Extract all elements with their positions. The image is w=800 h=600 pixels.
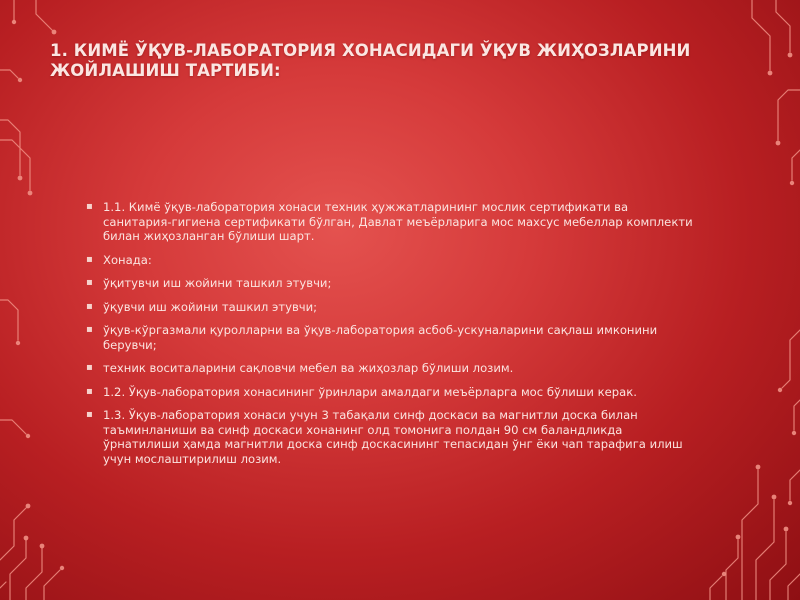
list-item-text: техник воситаларини сақловчи мебел ва жиҳозлар бўлиши лозим.	[103, 361, 514, 375]
bullet-icon: ▪	[86, 362, 93, 373]
list-item-text: ўқитувчи иш жойини ташкил этувчи;	[103, 276, 332, 290]
slide-title: 1. КИМЁ ЎҚУВ-ЛАБОРАТОРИЯ ХОНАСИДАГИ ЎҚУВ ЖИҲОЗЛАРИНИ ЖОЙЛАШИШ ТАРТИБИ:	[50, 41, 691, 80]
list-item-text: ўқувчи иш жойини ташкил этувчи;	[103, 299, 318, 314]
list-item	[86, 276, 700, 291]
list-item	[86, 361, 700, 376]
bullet-icon: ▪	[86, 300, 93, 312]
list-item	[86, 300, 700, 315]
list-item	[86, 200, 700, 244]
list-item	[86, 385, 700, 400]
list-item-text: 1.2. Ўқув-лаборатория хонасининг ўринлари амалдаги меъёрларга мос бўлиши керак.	[103, 384, 637, 399]
slide-bullet-list	[86, 200, 700, 475]
list-item	[86, 408, 700, 466]
bullet-icon: ▪	[86, 409, 93, 420]
list-item-text: ўқув-кўргазмали қуролларни ва ўқув-лаборатория асбоб-ускуналарини сақлаш имконини берувчи;	[103, 323, 658, 352]
list-item	[86, 323, 700, 352]
list-item-text: 1.3. Ўқув-лаборатория хонаси учун 3 табақали синф доскаси ва магнитли доска билан таъминланиши ва синф доскаси хонанинг олд томонига полдан 90 см баландликда ўрнатилиши ҳамда магнитли доска синф доскасининг тепасидан ўнг ёки чап тарафига илиш учун мослаштирилиш лозим.	[103, 408, 683, 466]
bullet-icon: ▪	[86, 253, 93, 265]
bullet-icon: ▪	[86, 324, 93, 335]
list-item-text: 1.1. Кимё ўқув-лаборатория хонаси техник ҳужжатларининг мослик сертификати ва санитария-гигиена сертификати бўлган, Давлат меъёрларига мос махсус мебеллар комплекти билан жиҳозланган бўлиши шарт.	[103, 200, 693, 243]
list-item	[86, 253, 700, 268]
list-item-text: Хонада:	[103, 252, 152, 267]
bullet-icon: ▪	[86, 385, 93, 397]
bullet-icon: ▪	[86, 277, 93, 288]
bullet-icon: ▪	[86, 201, 93, 212]
